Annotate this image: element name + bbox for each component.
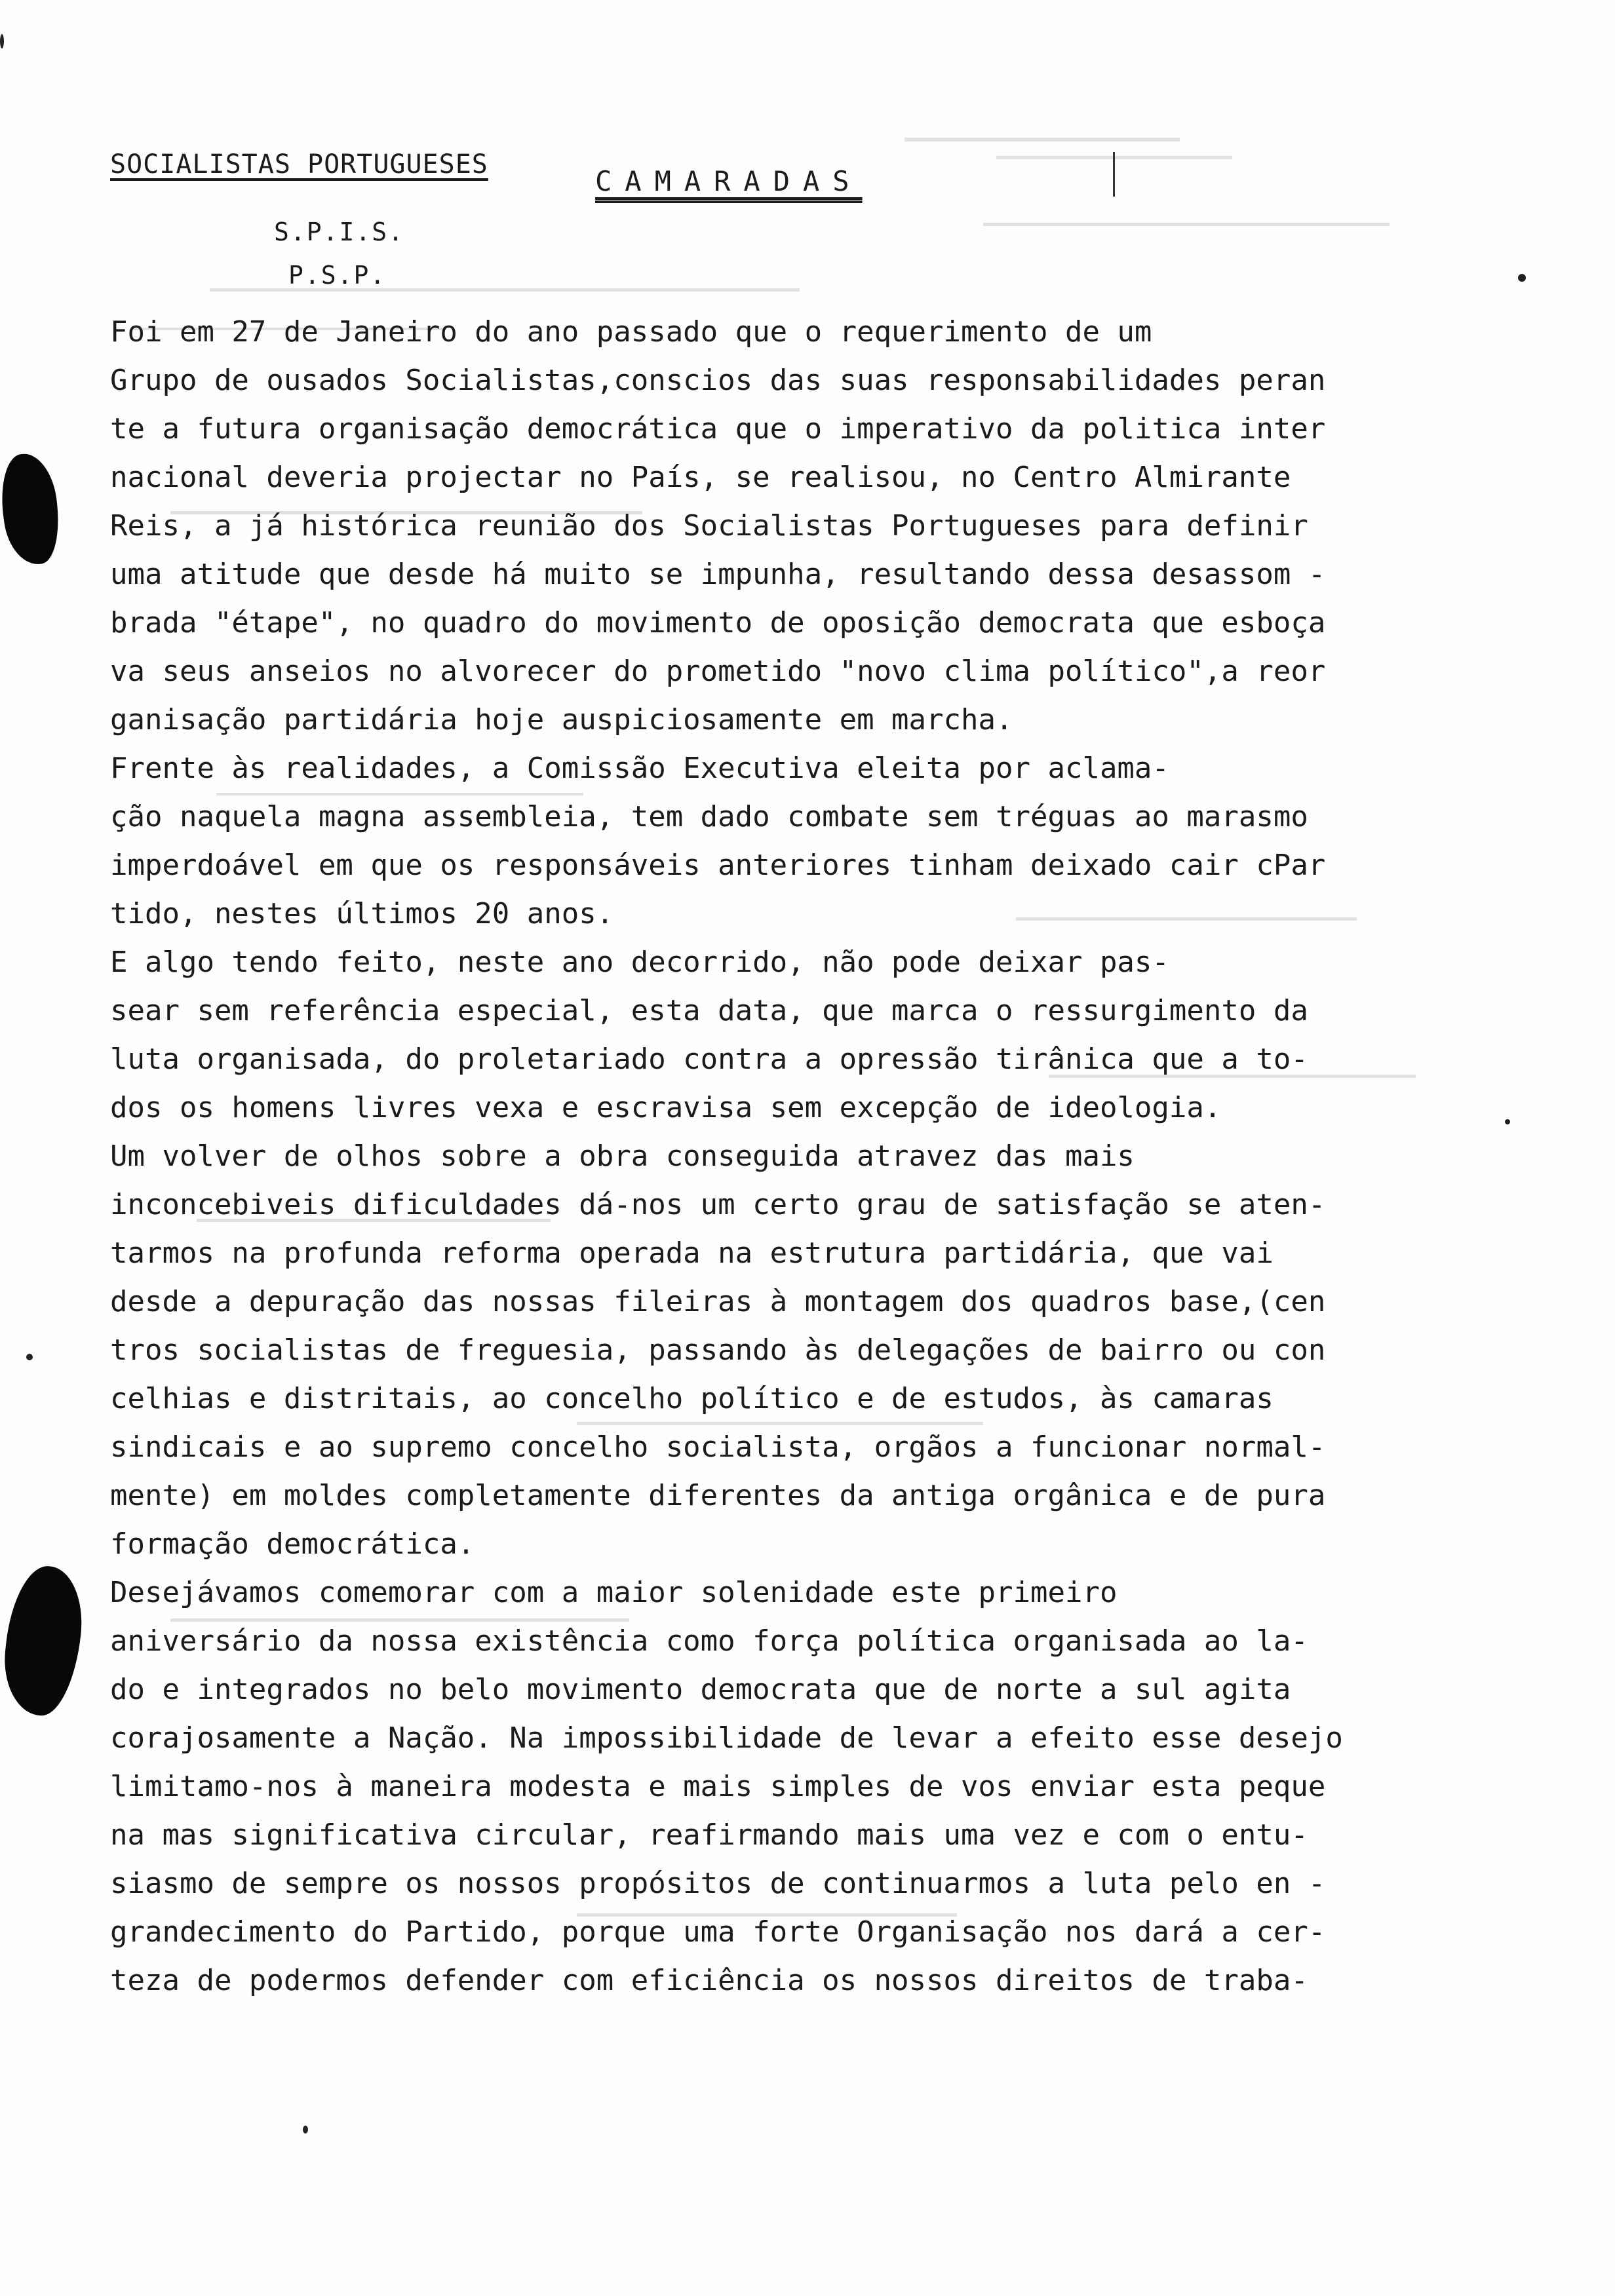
text-line: inconcebiveis dificuldades dá-nos um certo grau de satisfação se aten- (110, 1188, 1326, 1221)
text-line: ganisação partidária hoje auspiciosamente em marcha. (110, 703, 1013, 737)
margin-mark (1113, 152, 1115, 197)
ink-blot-top (0, 450, 65, 568)
text-line: do e integrados no belo movimento democrata que de norte a sul agita (110, 1673, 1291, 1706)
sender-heading: SOCIALISTAS PORTUGUESES (110, 149, 488, 180)
text-line: na mas significativa circular, reafirmando mais uma vez e com o entu- (110, 1818, 1308, 1852)
text-line: celhias e distritais, ao concelho político e de estudos, às camaras (110, 1382, 1274, 1415)
text-line: imperdoável em que os responsáveis anteriores tinham deixado cair cPar (110, 849, 1326, 882)
letter-body (110, 308, 1513, 2005)
text-line: brada "étape", no quadro do movimento de oposição democrata que esboça (110, 606, 1326, 640)
text-line: sindicais e ao supremo concelho socialista, orgãos a funcionar normal- (110, 1430, 1326, 1464)
text-line: tido, nestes últimos 20 anos. (110, 897, 614, 930)
ink-blot-bottom (0, 1563, 88, 1719)
text-line: va seus anseios no alvorecer do prometido "novo clima político",a reor (110, 655, 1326, 688)
text-line: mente) em moldes completamente diferentes da antiga orgânica e de pura (110, 1479, 1326, 1512)
ink-speck (0, 34, 4, 48)
text-line: grandecimento do Partido, porque uma forte Organisação nos dará a cer- (110, 1915, 1326, 1949)
text-line: tros socialistas de freguesia, passando às delegações de bairro ou con (110, 1333, 1326, 1367)
text-line: Um volver de olhos sobre a obra conseguida atravez das mais (110, 1139, 1135, 1173)
text-line: uma atitude que desde há muito se impunha, resultando dessa desassom - (110, 558, 1326, 591)
text-line: corajosamente a Nação. Na impossibilidade de levar a efeito esse desejo (110, 1721, 1343, 1755)
text-line: tarmos na profunda reforma operada na estrutura partidária, que vai (110, 1236, 1274, 1270)
text-line: aniversário da nossa existência como força política organisada ao la- (110, 1624, 1308, 1658)
text-line: luta organisada, do proletariado contra a opressão tirânica que a to- (110, 1043, 1308, 1076)
salutation-heading: CAMARADAS (595, 165, 863, 197)
ink-speck (26, 1354, 33, 1360)
text-line: limitamo-nos à maneira modesta e mais simples de vos enviar esta peque (110, 1770, 1326, 1803)
text-line: te a futura organisação democrática que o imperativo da politica inter (110, 412, 1326, 446)
text-line: Frente às realidades, a Comissão Executiva eleita por aclama- (110, 752, 1169, 785)
text-line: Grupo de ousados Socialistas,conscios das suas responsabilidades peran (110, 364, 1326, 397)
reference-code-2: P.S.P. (288, 261, 387, 290)
reference-code-1: S.P.I.S. (274, 218, 405, 246)
text-line: E algo tendo feito, neste ano decorrido, não pode deixar pas- (110, 946, 1169, 979)
ink-speck (1518, 274, 1526, 282)
text-line: Foi em 27 de Janeiro do ano passado que o requerimento de um (110, 315, 1152, 349)
ink-speck (1505, 1119, 1510, 1124)
text-line: ção naquela magna assembleia, tem dado combate sem tréguas ao marasmo (110, 800, 1308, 833)
text-line: formação democrática. (110, 1527, 475, 1561)
text-line: nacional deveria projectar no País, se realisou, no Centro Almirante (110, 461, 1291, 494)
text-line: Desejávamos comemorar com a maior solenidade este primeiro (110, 1576, 1118, 1609)
text-line: desde a depuração das nossas fileiras à montagem dos quadros base,(cen (110, 1285, 1326, 1318)
text-line: siasmo de sempre os nossos propósitos de continuarmos a luta pelo en - (110, 1867, 1326, 1900)
text-line: teza de podermos defender com eficiência os nossos direitos de traba- (110, 1964, 1308, 1997)
text-line: Reis, a já histórica reunião dos Socialistas Portugueses para definir (110, 509, 1308, 543)
ink-speck (303, 2126, 308, 2133)
text-line: dos os homens livres vexa e escravisa sem excepção de ideologia. (110, 1091, 1222, 1124)
text-line: sear sem referência especial, esta data, que marca o ressurgimento da (110, 994, 1308, 1027)
